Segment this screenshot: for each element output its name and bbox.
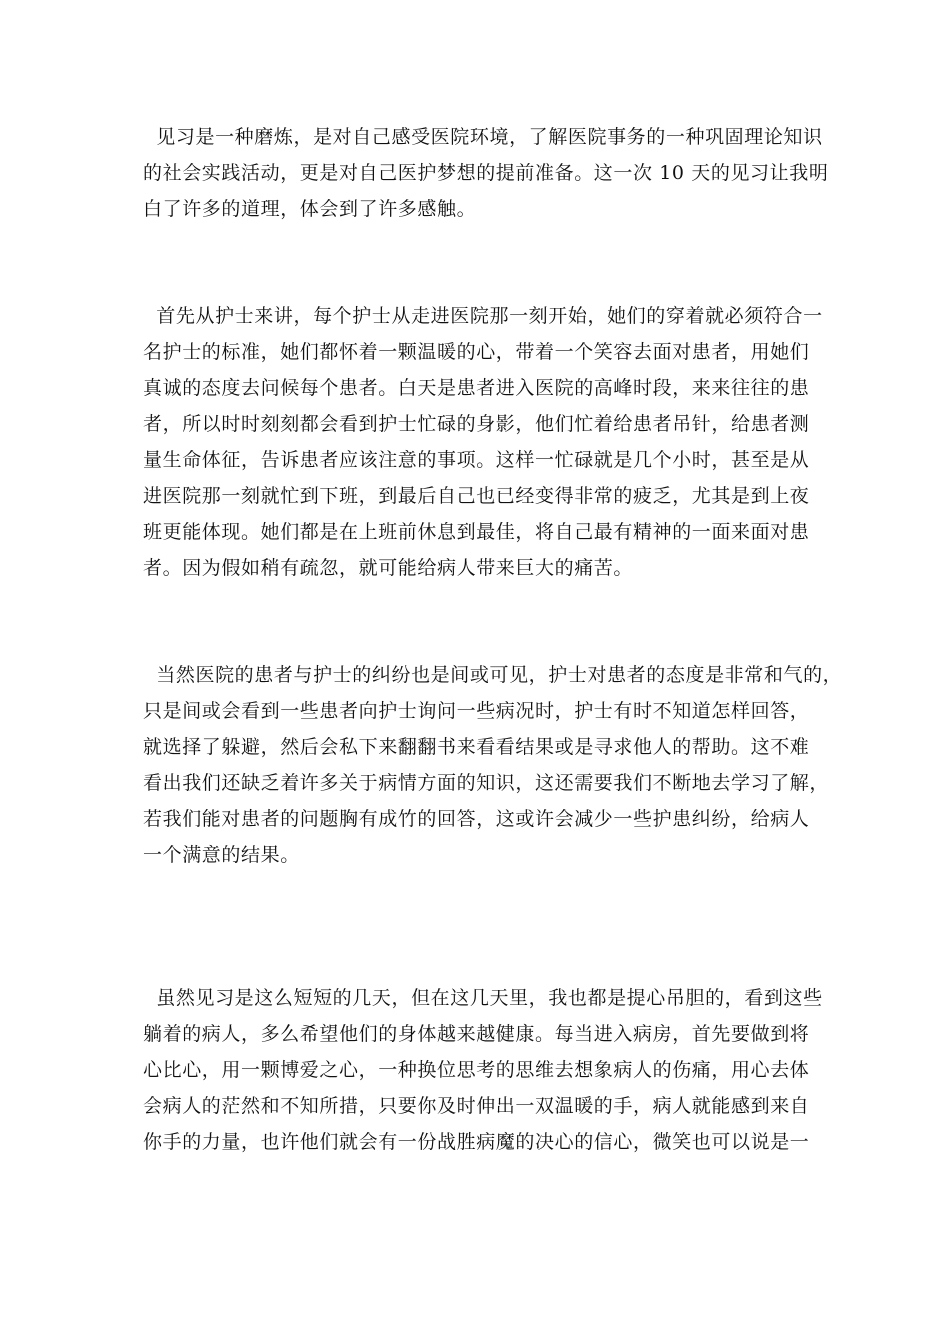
text-line: 虽然见习是这么短短的几天，但在这几天里，我也都是提心吊胆的，看到这些	[143, 987, 823, 1009]
text-line: 当然医院的患者与护士的纠纷也是间或可见，护士对患者的态度是非常和气的，	[143, 664, 843, 686]
text-line: 躺着的病人，多么希望他们的身体越来越健康。每当进入病房，首先要做到将	[143, 1023, 810, 1045]
text-line: 一个满意的结果。	[143, 844, 300, 866]
text-line: 进医院那一刻就忙到下班，到最后自己也已经变得非常的疲乏，尤其是到上夜	[143, 485, 810, 507]
text-line: 就选择了躲避，然后会私下来翻翻书来看看结果或是寻求他人的帮助。这不难	[143, 736, 810, 758]
text-line: 者。因为假如稍有疏忽，就可能给病人带来巨大的痛苦。	[143, 557, 634, 579]
text-line: 班更能体现。她们都是在上班前休息到最佳，将自己最有精神的一面来面对患	[143, 521, 810, 543]
text-line: 只是间或会看到一些患者向护士询问一些病况时，护士有时不知道怎样回答，	[143, 700, 810, 722]
text-line: 心比心，用一颗博爱之心，一种换位思考的思维去想象病人的伤痛，用心去体	[143, 1059, 810, 1081]
text-line: 名护士的标准，她们都怀着一颗温暖的心，带着一个笑容去面对患者，用她们	[143, 341, 810, 363]
text-line: 真诚的态度去问候每个患者。白天是患者进入医院的高峰时段，来来往往的患	[143, 377, 810, 399]
text-line: 你手的力量，也许他们就会有一份战胜病魔的决心的信心，微笑也可以说是一	[143, 1131, 810, 1153]
text-line: 若我们能对患者的问题胸有成竹的回答，这或许会减少一些护患纠纷，给病人	[143, 808, 810, 830]
text-line: 会病人的茫然和不知所措，只要你及时伸出一双温暖的手，病人就能感到来自	[143, 1095, 810, 1117]
text-line: 首先从护士来讲，每个护士从走进医院那一刻开始，她们的穿着就必须符合一	[143, 305, 823, 327]
text-line: 白了许多的道理，体会到了许多感触。	[143, 198, 477, 220]
text-line: 量生命体征，告诉患者应该注意的事项。这样一忙碌就是几个小时，甚至是从	[143, 449, 810, 471]
text-line: 的社会实践活动，更是对自己医护梦想的提前准备。这一次 10 天的见习让我明	[143, 162, 829, 184]
text-line: 看出我们还缺乏着许多关于病情方面的知识，这还需要我们不断地去学习了解，	[143, 772, 830, 794]
text-line: 者，所以时时刻刻都会看到护士忙碌的身影，他们忙着给患者吊针，给患者测	[143, 413, 810, 435]
text-line: 见习是一种磨炼，是对自己感受医院环境，了解医院事务的一种巩固理论知识	[143, 126, 823, 148]
